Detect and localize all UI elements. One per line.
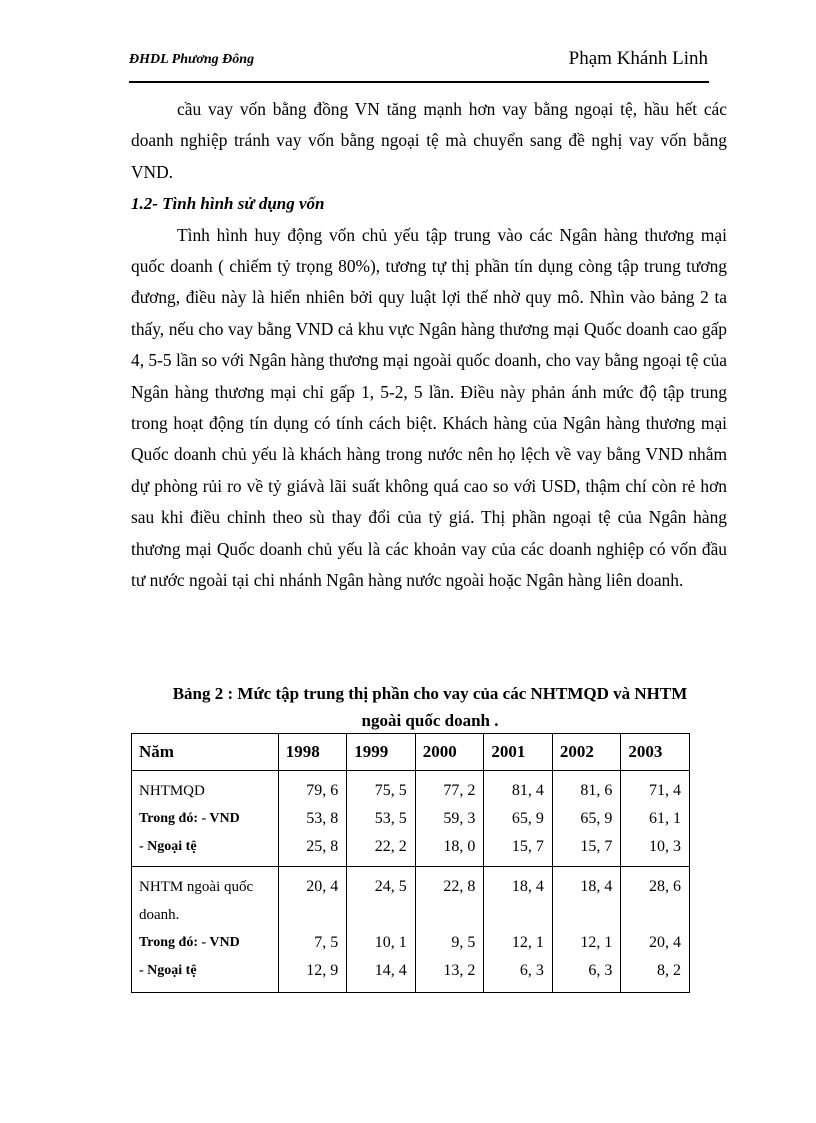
value-total: 79, 6 — [306, 782, 339, 799]
year-header: 2003 — [621, 734, 690, 771]
value-total: 24, 5 — [374, 878, 407, 895]
data-table — [131, 733, 690, 993]
value-fx: 8, 2 — [657, 962, 681, 979]
value-fx: 10, 3 — [649, 838, 681, 855]
value-fx: 14, 4 — [374, 962, 407, 979]
value-total: 22, 8 — [443, 878, 476, 895]
year-header: 1999 — [347, 734, 416, 771]
row-label-cont: doanh. — [139, 907, 180, 923]
table-header-row — [132, 734, 690, 771]
value-fx: 12, 9 — [306, 962, 339, 979]
value-vnd: 9, 5 — [451, 934, 476, 951]
value-vnd: 12, 1 — [511, 934, 544, 951]
value-fx: 25, 8 — [306, 838, 339, 855]
value-vnd: 59, 3 — [443, 810, 476, 827]
header-divider — [129, 81, 709, 83]
section-heading: 1.2- Tình hình sử dụng vốn — [131, 194, 325, 214]
table-row-nhtm-ngoai-quoc-doanh — [132, 867, 690, 993]
value-fx: 18, 0 — [443, 838, 476, 855]
value-vnd: 7, 5 — [314, 934, 339, 951]
value-cell — [347, 867, 416, 993]
value-vnd: 12, 1 — [580, 934, 613, 951]
header-left: ĐHDL Phương Đông — [129, 52, 255, 67]
row-sublabel-vnd: Trong đó: - VND — [139, 935, 240, 950]
paragraph-1: cầu vay vốn bằng đồng VN tăng mạnh hơn vay bằng ngoại tệ, hầu hết các doanh nghiệp tránh vay vốn bằng ngoại tệ mà chuyển sang đề nghị vay vốn bằng VND. — [131, 99, 727, 182]
body-text — [131, 94, 727, 597]
row-sublabel-vnd: Trong đó: - VND — [139, 811, 240, 826]
caption-line-1: Bảng 2 : Mức tập trung thị phần cho vay của các NHTMQD và NHTM — [172, 684, 688, 703]
table-caption — [120, 680, 740, 734]
caption-line-2: ngoài quốc doanh . — [361, 711, 499, 730]
value-cell — [415, 867, 484, 993]
year-header: 2000 — [415, 734, 484, 771]
value-total: 18, 4 — [511, 878, 544, 895]
value-total: 77, 2 — [443, 782, 476, 799]
value-cell — [484, 771, 553, 867]
value-fx: 6, 3 — [588, 962, 613, 979]
value-cell — [552, 867, 621, 993]
row-label: NHTM ngoài quốc — [139, 879, 254, 895]
row-label-cell — [132, 771, 279, 867]
value-total: 81, 4 — [511, 782, 544, 799]
header-label: Năm — [132, 734, 279, 771]
value-total: 28, 6 — [649, 878, 681, 895]
value-total: 18, 4 — [580, 878, 613, 895]
paragraph-2: Tình hình huy động vốn chủ yếu tập trung vào các Ngân hàng thương mại quốc doanh ( chiếm tỷ trọng 80%), tương tự thị phần tín dụng còng tập trung tương đương, điều này là hiển nhiên bởi quy luật lợi thế nhờ quy mô. Nhìn vào bảng 2 ta thấy, nếu cho vay bằng VND cả khu vực Ngân hàng thương mại Quốc doanh cao gấp 4, 5-5 lần so với Ngân hàng thương mại ngoài quốc doanh, cho vay bằng ngoại tệ của Ngân hàng thương mại chỉ gấp 1, 5-2, 5 lần. Điều này phản ánh mức độ tập trung trong hoạt động tín dụng có tính cách biệt. Khách hàng của Ngân hàng thương mại Quốc doanh chủ yếu là khách hàng trong nước nên họ lệch về vay bằng VND nhằm dự phòng rủi ro về tỷ giávà lãi suất không quá cao so với USD, thậm chí còn rẻ hơn sau khi điều chỉnh theo sù thay đổi của tỷ giá. Thị phần ngoại tệ của Ngân hàng thương mại Quốc doanh chủ yếu là các khoản vay của các doanh nghiệp có vốn đầu tư nước ngoài tại chi nhánh Ngân hàng nước ngoài hoặc Ngân hàng liên doanh. — [131, 224, 727, 591]
value-cell — [347, 771, 416, 867]
value-total: 75, 5 — [374, 782, 407, 799]
value-fx: 15, 7 — [580, 838, 613, 855]
value-cell — [484, 867, 553, 993]
value-vnd: 10, 1 — [374, 934, 407, 951]
value-total: 71, 4 — [649, 782, 681, 799]
value-cell — [415, 771, 484, 867]
value-total: 81, 6 — [580, 782, 613, 799]
row-label-cell — [132, 867, 279, 993]
value-total: 20, 4 — [306, 878, 339, 895]
value-vnd: 65, 9 — [511, 810, 544, 827]
header-right: Phạm Khánh Linh — [568, 48, 708, 69]
value-vnd: 61, 1 — [649, 810, 681, 827]
year-header: 2002 — [552, 734, 621, 771]
year-header: 1998 — [278, 734, 347, 771]
value-vnd: 20, 4 — [649, 934, 681, 951]
value-cell — [278, 867, 347, 993]
value-cell — [621, 867, 690, 993]
value-vnd: 65, 9 — [580, 810, 613, 827]
value-fx: 6, 3 — [519, 962, 544, 979]
value-cell — [621, 771, 690, 867]
value-cell — [278, 771, 347, 867]
row-label: NHTMQD — [139, 783, 205, 799]
value-fx: 13, 2 — [443, 962, 476, 979]
value-vnd: 53, 8 — [306, 810, 339, 827]
value-fx: 15, 7 — [511, 838, 544, 855]
table-row-nhtmqd — [132, 771, 690, 867]
row-sublabel-fx: - Ngoại tệ — [139, 839, 197, 854]
year-header: 2001 — [484, 734, 553, 771]
value-cell — [552, 771, 621, 867]
value-fx: 22, 2 — [374, 838, 407, 855]
row-sublabel-fx: - Ngoại tệ — [139, 963, 197, 978]
value-vnd: 53, 5 — [374, 810, 407, 827]
